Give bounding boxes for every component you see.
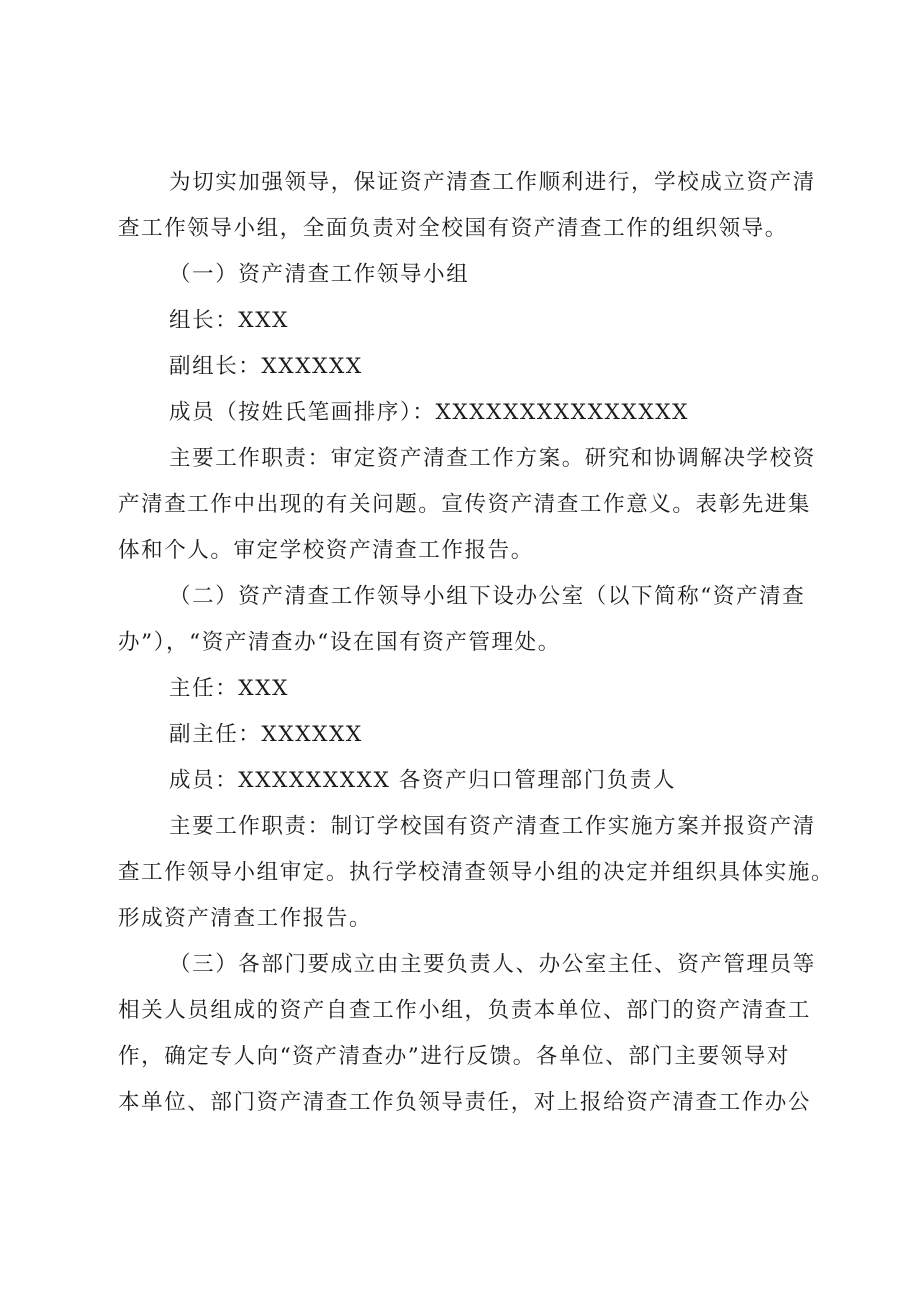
- section-heading: （二）资产清查工作领导小组下设办公室（以下简称“资产清查: [169, 584, 806, 609]
- paragraph-line: 查工作领导小组审定。执行学校清查领导小组的决定并组织具体实施。: [118, 860, 835, 885]
- paragraph-line: 形成资产清查工作报告。: [118, 906, 373, 931]
- paragraph-line: 为切实加强领导，保证资产清查工作顺利进行，学校成立资产清: [169, 170, 816, 195]
- director-line: 主任：XXX: [169, 676, 290, 701]
- paragraph-line: 体和个人。审定学校资产清查工作报告。: [118, 538, 534, 563]
- members-line: 成员：XXXXXXXXX 各资产归口管理部门负责人: [169, 768, 677, 793]
- deputy-director-line: 副主任：XXXXXX: [169, 722, 363, 747]
- paragraph-line: 办”），“资产清查办“设在国有资产管理处。: [118, 630, 561, 655]
- paragraph-line: 相关人员组成的资产自查工作小组，负责本单位、部门的资产清查工: [118, 998, 812, 1023]
- section-heading: （三）各部门要成立由主要负责人、办公室主任、资产管理员等: [169, 952, 816, 977]
- members-line: 成员（按姓氏笔画排序）：XXXXXXXXXXXXXXX: [169, 400, 690, 425]
- paragraph-line: 产清查工作中出现的有关问题。宣传资产清查工作意义。表彰先进集: [118, 492, 812, 517]
- paragraph-line: 本单位、部门资产清查工作负领导责任，对上报给资产清查工作办公: [118, 1090, 812, 1115]
- paragraph-line: 查工作领导小组，全面负责对全校国有资产清查工作的组织领导。: [118, 216, 788, 241]
- paragraph-line: 作，确定专人向“资产清查办”进行反馈。各单位、部门主要领导对: [118, 1044, 790, 1069]
- deputy-leader-line: 副组长：XXXXXX: [169, 354, 363, 379]
- section-heading: （一）资产清查工作领导小组: [169, 262, 470, 287]
- document-body: [118, 160, 835, 1126]
- paragraph-line: 主要工作职责：制订学校国有资产清查工作实施方案并报资产清: [169, 814, 816, 839]
- leader-line: 组长：XXX: [169, 308, 290, 333]
- paragraph-line: 主要工作职责：审定资产清查工作方案。研究和协调解决学校资: [169, 446, 816, 471]
